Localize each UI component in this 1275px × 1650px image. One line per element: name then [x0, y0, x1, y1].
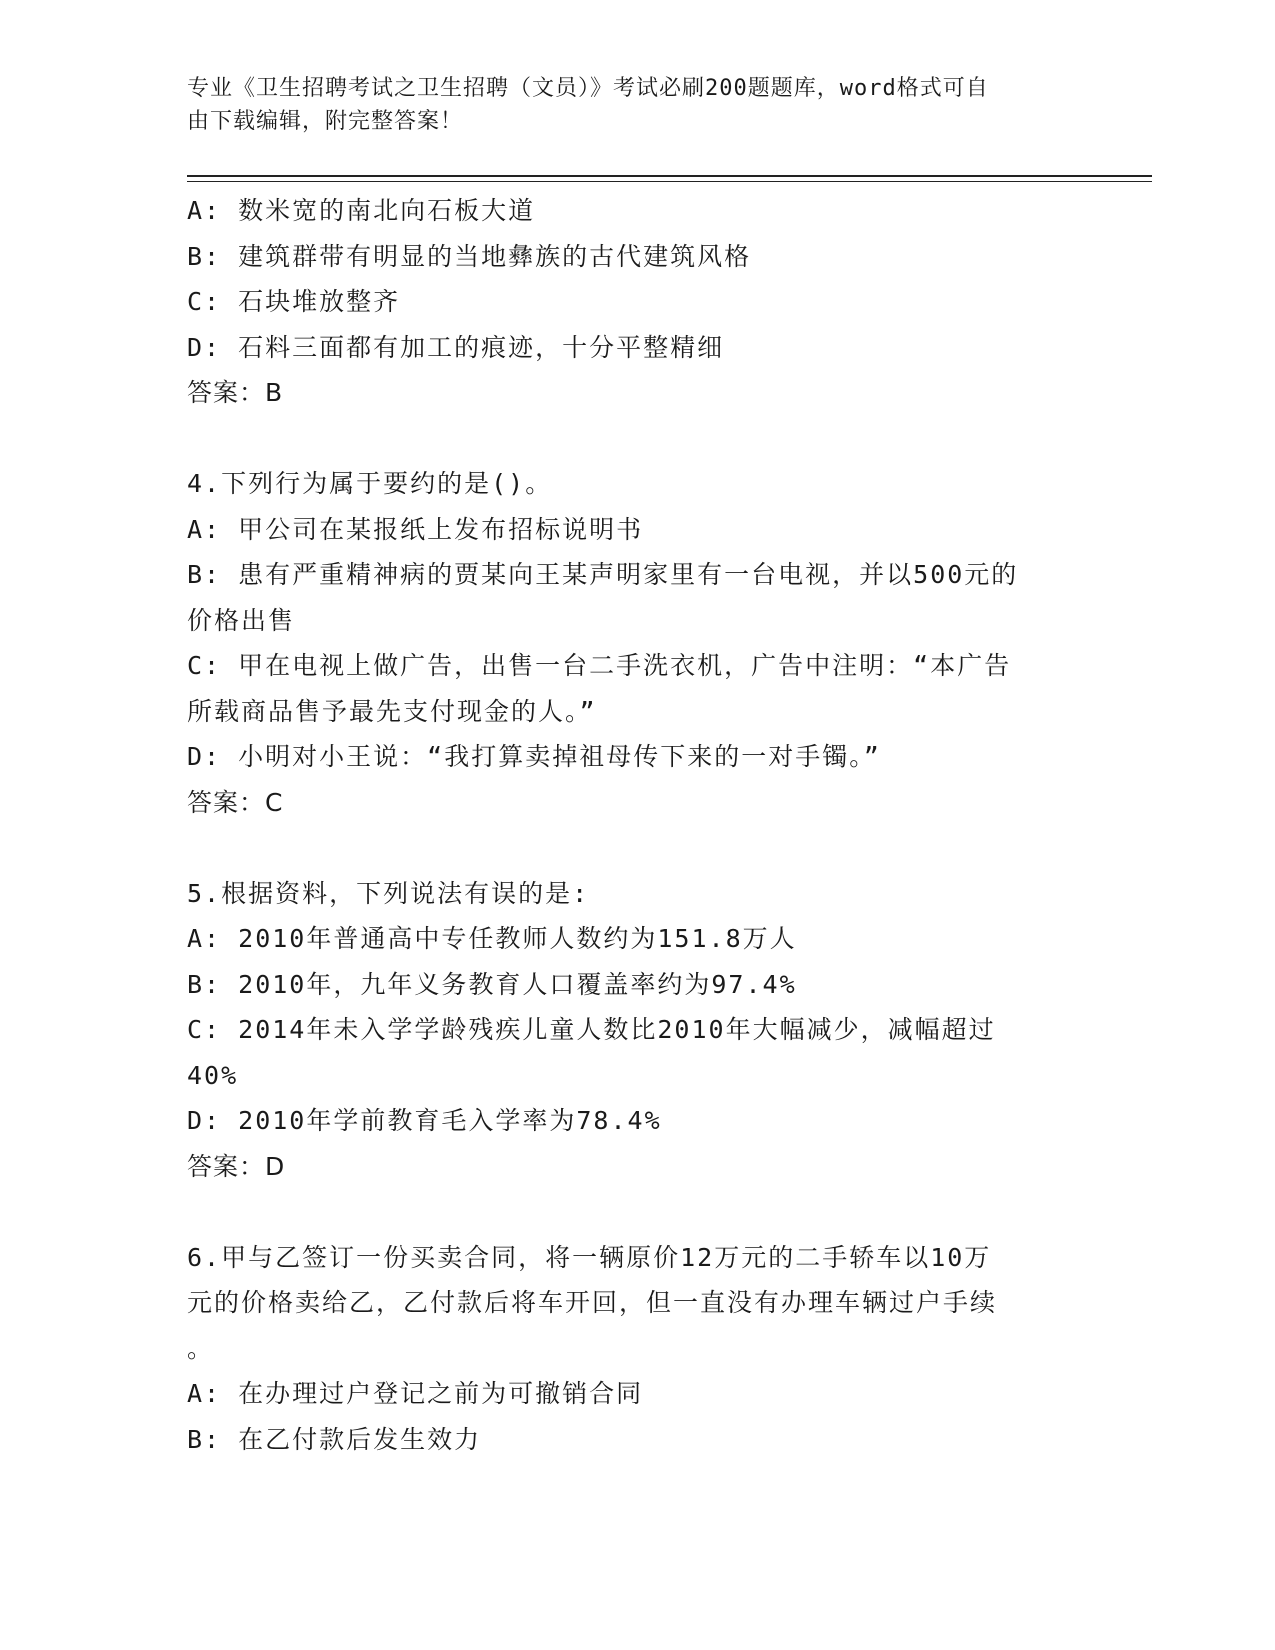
question-list	[187, 188, 1087, 1462]
spacer	[187, 416, 1087, 462]
question-stem-line-2: 元的价格卖给乙，乙付款后将车开回，但一直没有办理车辆过户手续	[187, 1288, 998, 1317]
answer: 答案：C	[187, 787, 284, 817]
question-5	[187, 871, 1087, 1190]
question-3-continued	[187, 188, 1087, 416]
question-stem: 4.下列行为属于要约的是()。	[187, 469, 553, 498]
option-c-line-2: 40%	[187, 1060, 239, 1090]
question-stem-line-3: 。	[187, 1333, 215, 1363]
header-rule-thick	[187, 175, 1152, 177]
option-c: C: 石块堆放整齐	[187, 287, 401, 316]
option-d: D: 小明对小王说：“我打算卖掉祖母传下来的一对手镯。”	[187, 742, 881, 771]
option-d: D: 2010年学前教育毛入学率为78.4%	[187, 1106, 662, 1135]
answer: 答案：D	[187, 1151, 286, 1181]
option-c-line-1: C: 2014年未入学学龄残疾儿童人数比2010年大幅减少，减幅超过	[187, 1015, 996, 1044]
option-c-line-2: 所载商品售予最先支付现金的人。”	[187, 696, 597, 726]
document-header	[187, 72, 1067, 138]
question-6	[187, 1235, 1087, 1463]
option-a: A: 甲公司在某报纸上发布招标说明书	[187, 514, 644, 544]
option-b: B: 建筑群带有明显的当地彝族的古代建筑风格	[187, 241, 752, 271]
spacer	[187, 825, 1087, 871]
option-a: A: 2010年普通高中专任教师人数约为151.8万人	[187, 924, 797, 953]
spacer	[187, 1189, 1087, 1235]
option-a: A: 数米宽的南北向石板大道	[187, 196, 536, 225]
option-b: B: 2010年，九年义务教育人口覆盖率约为97.4%	[187, 969, 797, 999]
option-b-line-1: B: 患有严重精神病的贾某向王某声明家里有一台电视，并以500元的	[187, 560, 1019, 589]
answer: 答案：B	[187, 378, 284, 407]
question-stem: 5.根据资料，下列说法有误的是:	[187, 878, 590, 908]
option-b-line-2: 价格出售	[187, 605, 296, 635]
header-title-line-1: 专业《卫生招聘考试之卫生招聘（文员）》考试必刷200题题库，word格式可自	[187, 76, 989, 101]
header-rule-thin	[187, 181, 1152, 182]
option-d: D: 石料三面都有加工的痕迹，十分平整精细	[187, 332, 725, 362]
question-stem-line-1: 6.甲与乙签订一份买卖合同，将一辆原价12万元的二手轿车以10万	[187, 1242, 992, 1272]
question-4	[187, 461, 1087, 825]
header-title-line-2: 由下载编辑，附完整答案！	[187, 109, 464, 134]
option-a: A: 在办理过户登记之前为可撤销合同	[187, 1379, 644, 1408]
option-b: B: 在乙付款后发生效力	[187, 1424, 482, 1454]
option-c-line-1: C: 甲在电视上做广告，出售一台二手洗衣机，广告中注明：“本广告	[187, 651, 1012, 680]
